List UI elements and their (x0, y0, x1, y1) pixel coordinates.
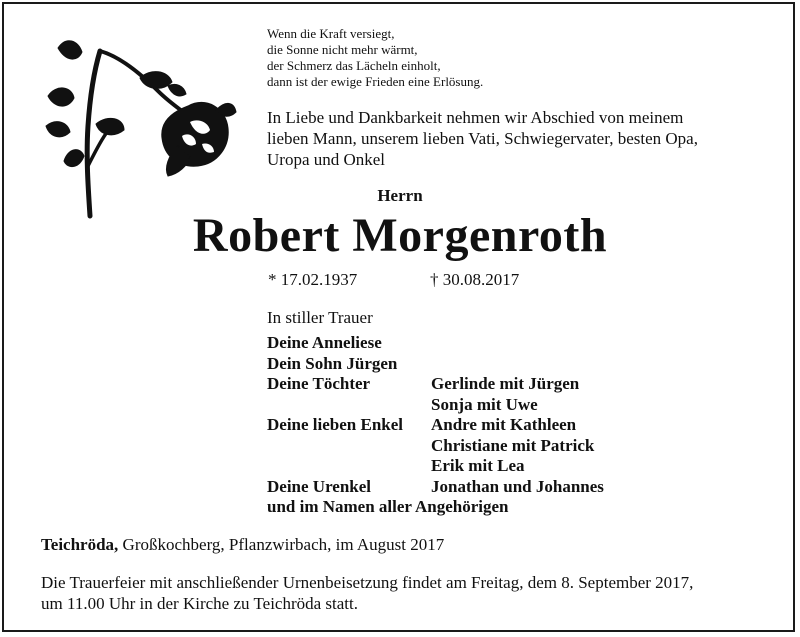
poem-line: die Sonne nicht mehr wärmt, (267, 42, 418, 57)
mourner-names: Jonathan und Johannes (431, 476, 604, 496)
poem-line: dann ist der ewige Frieden eine Erlösung. (267, 74, 484, 89)
mourner-names: Gerlinde mit Jürgen (431, 374, 580, 393)
place-rest: Großkochberg, Pflanzwirbach, im August 2017 (118, 535, 445, 554)
place-town: Teichröda, (41, 535, 119, 554)
funeral-notice (41, 572, 693, 614)
mourner-names: Andre mit Kathleen (431, 415, 577, 434)
silent-mourning-label: In stiller Trauer (267, 308, 373, 327)
mourner-relation: und im Namen aller Angehörigen (267, 497, 509, 516)
mourner-relation: Deine Anneliese (267, 333, 382, 352)
farewell-line: lieben Mann, unserem lieben Vati, Schwiegervater, besten Opa, (267, 129, 698, 148)
mourner-relation: Dein Sohn Jürgen (267, 353, 398, 373)
funeral-line: um 11.00 Uhr in der Kirche zu Teichröda statt. (41, 594, 358, 613)
farewell-line: Uropa und Onkel (267, 150, 386, 169)
mourner-names: Christiane mit Patrick (431, 435, 595, 455)
mourner-names: Sonja mit Uwe (431, 394, 538, 414)
mourner-relation: Deine lieben Enkel (267, 415, 404, 434)
funeral-line: Die Trauerfeier mit anschließender Urnenbeisetzung findet am Freitag, dem 8. September 2017, (41, 573, 694, 592)
farewell-text (267, 107, 767, 170)
salutation: Herrn (377, 186, 423, 205)
death-date: † 30.08.2017 (430, 270, 520, 289)
birth-date: * 17.02.1937 (268, 270, 358, 289)
poem (267, 26, 483, 90)
deceased-name: Robert Morgenroth (192, 209, 608, 262)
mourner-relation: Deine Urenkel (267, 476, 372, 496)
mourner-names: Erik mit Lea (431, 456, 525, 475)
poem-line: der Schmerz das Lächeln einholt, (267, 58, 441, 73)
poem-line: Wenn die Kraft versiegt, (267, 26, 395, 41)
mourner-relation: Deine Töchter (267, 374, 371, 393)
farewell-line: In Liebe und Dankbarkeit nehmen wir Abschied von meinem (267, 108, 684, 127)
place-and-date (41, 535, 444, 555)
